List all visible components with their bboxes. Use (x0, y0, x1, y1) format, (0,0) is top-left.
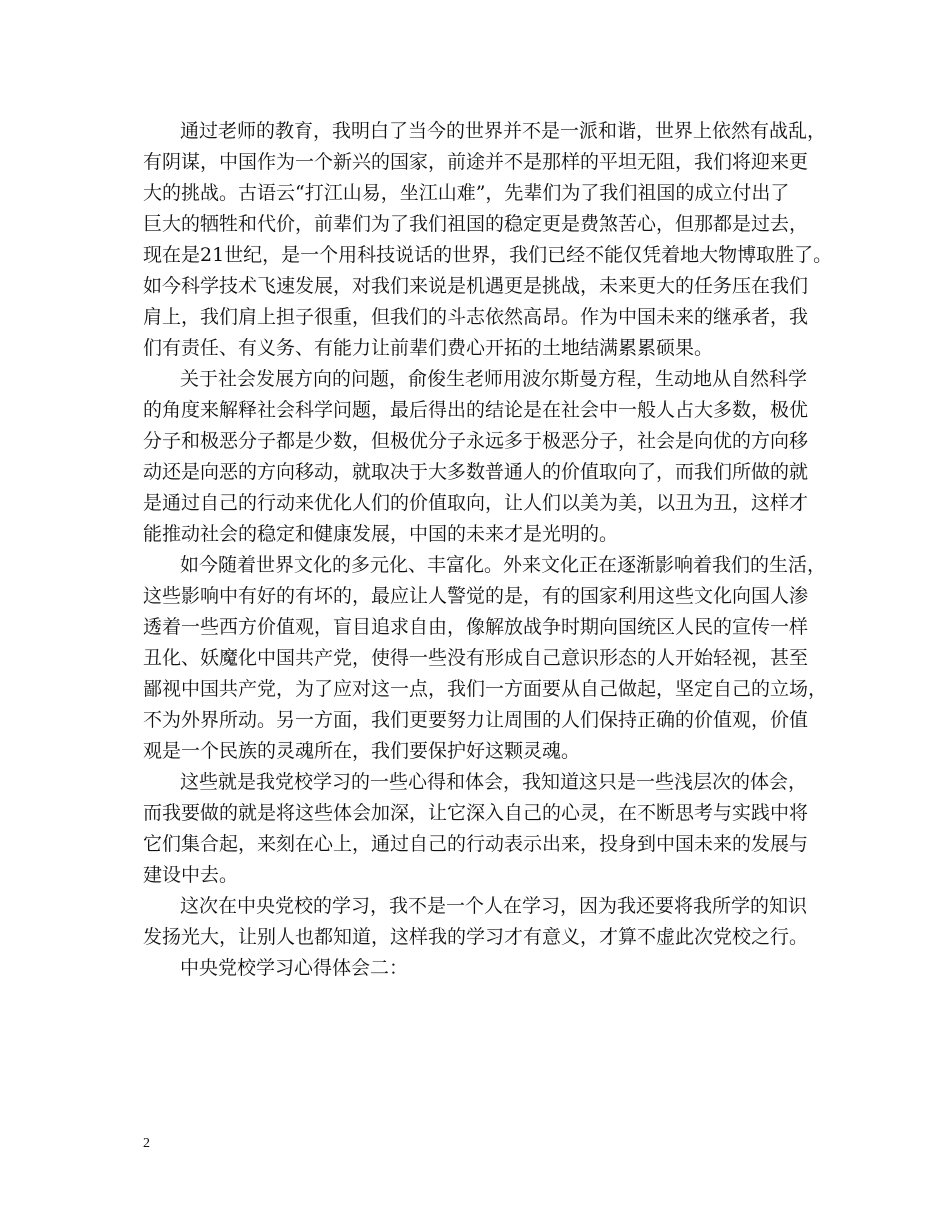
text-line: 巨大的牺牲和代价，前辈们为了我们祖国的稳定更是费煞苦心，但那都是过去， (143, 213, 809, 235)
text-line: 是通过自己的行动来优化人们的价值取向，让人们以美为美，以丑为丑，这样才 (143, 492, 809, 514)
text-line: 发扬光大，让别人也都知道，这样我的学习才有意义，才算不虚此次党校之行。 (143, 926, 809, 948)
text-line: 观是一个民族的灵魂所在，我们要保护好这颗灵魂。 (143, 740, 581, 762)
text-line: 大的挑战。古语云“打江山易，坐江山难”，先辈们为了我们祖国的成立付出了 (143, 182, 790, 204)
paragraph-3 (143, 550, 833, 767)
text-line: 分子和极恶分子都是少数，但极优分子永远多于极恶分子，社会是向优的方向移 (143, 430, 809, 452)
page-number: 2 (143, 1136, 150, 1151)
text-line: 鄙视中国共产党，为了应对这一点，我们一方面要从自己做起，坚定自己的立场， (143, 678, 828, 700)
text-line: 而我要做的就是将这些体会加深，让它深入自己的心灵，在不断思考与实践中将 (143, 802, 809, 824)
text-line: 如今科学技术飞速发展，对我们来说是机遇更是挑战，未来更大的任务压在我们 (143, 275, 809, 297)
text-line: 肩上，我们肩上担子很重，但我们的斗志依然高昂。作为中国未来的继承者，我 (143, 306, 809, 328)
text-line: 现在是21世纪，是一个用科技说话的世界，我们已经不能仅凭着地大物博取胜了。 (143, 244, 833, 266)
paragraph-1 (143, 116, 833, 364)
paragraph-4 (143, 767, 833, 891)
text-line: 的角度来解释社会科学问题，最后得出的结论是在社会中一般人占大多数，极优 (143, 399, 809, 421)
section-heading-text: 中央党校学习心得体会二： (180, 957, 409, 979)
paragraph-5 (143, 891, 833, 953)
section-heading (143, 953, 833, 984)
document-body (143, 116, 833, 984)
text-line: 通过老师的教育，我明白了当今的世界并不是一派和谐，世界上依然有战乱， (180, 120, 827, 142)
text-line: 有阴谋，中国作为一个新兴的国家，前途并不是那样的平坦无阻，我们将迎来更 (143, 151, 809, 173)
text-line: 如今随着世界文化的多元化、丰富化。外来文化正在逐渐影响着我们的生活， (180, 554, 827, 576)
text-line: 动还是向恶的方向移动，就取决于大多数普通人的价值取向了，而我们所做的就 (143, 461, 809, 483)
text-line: 透着一些西方价值观，盲目追求自由，像解放战争时期向国统区人民的宣传一样 (143, 616, 809, 638)
text-line: 建设中去。 (143, 864, 239, 886)
text-line: 能推动社会的稳定和健康发展，中国的未来才是光明的。 (143, 523, 619, 545)
text-line: 这次在中央党校的学习，我不是一个人在学习，因为我还要将我所学的知识 (180, 895, 808, 917)
text-line: 丑化、妖魔化中国共产党，使得一些没有形成自己意识形态的人开始轻视，甚至 (143, 647, 809, 669)
text-line: 们有责任、有义务、有能力让前辈们费心开拓的土地结满累累硕果。 (143, 337, 714, 359)
text-line: 这些影响中有好的有坏的，最应让人警觉的是，有的国家利用这些文化向国人渗 (143, 585, 809, 607)
text-line: 不为外界所动。另一方面，我们更要努力让周围的人们保持正确的价值观，价值 (143, 709, 809, 731)
text-line: 它们集合起，来刻在心上，通过自己的行动表示出来，投身到中国未来的发展与 (143, 833, 809, 855)
paragraph-2 (143, 364, 833, 550)
text-line: 关于社会发展方向的问题，俞俊生老师用波尔斯曼方程，生动地从自然科学 (180, 368, 808, 390)
text-line: 这些就是我党校学习的一些心得和体会，我知道这只是一些浅层次的体会， (180, 771, 808, 793)
